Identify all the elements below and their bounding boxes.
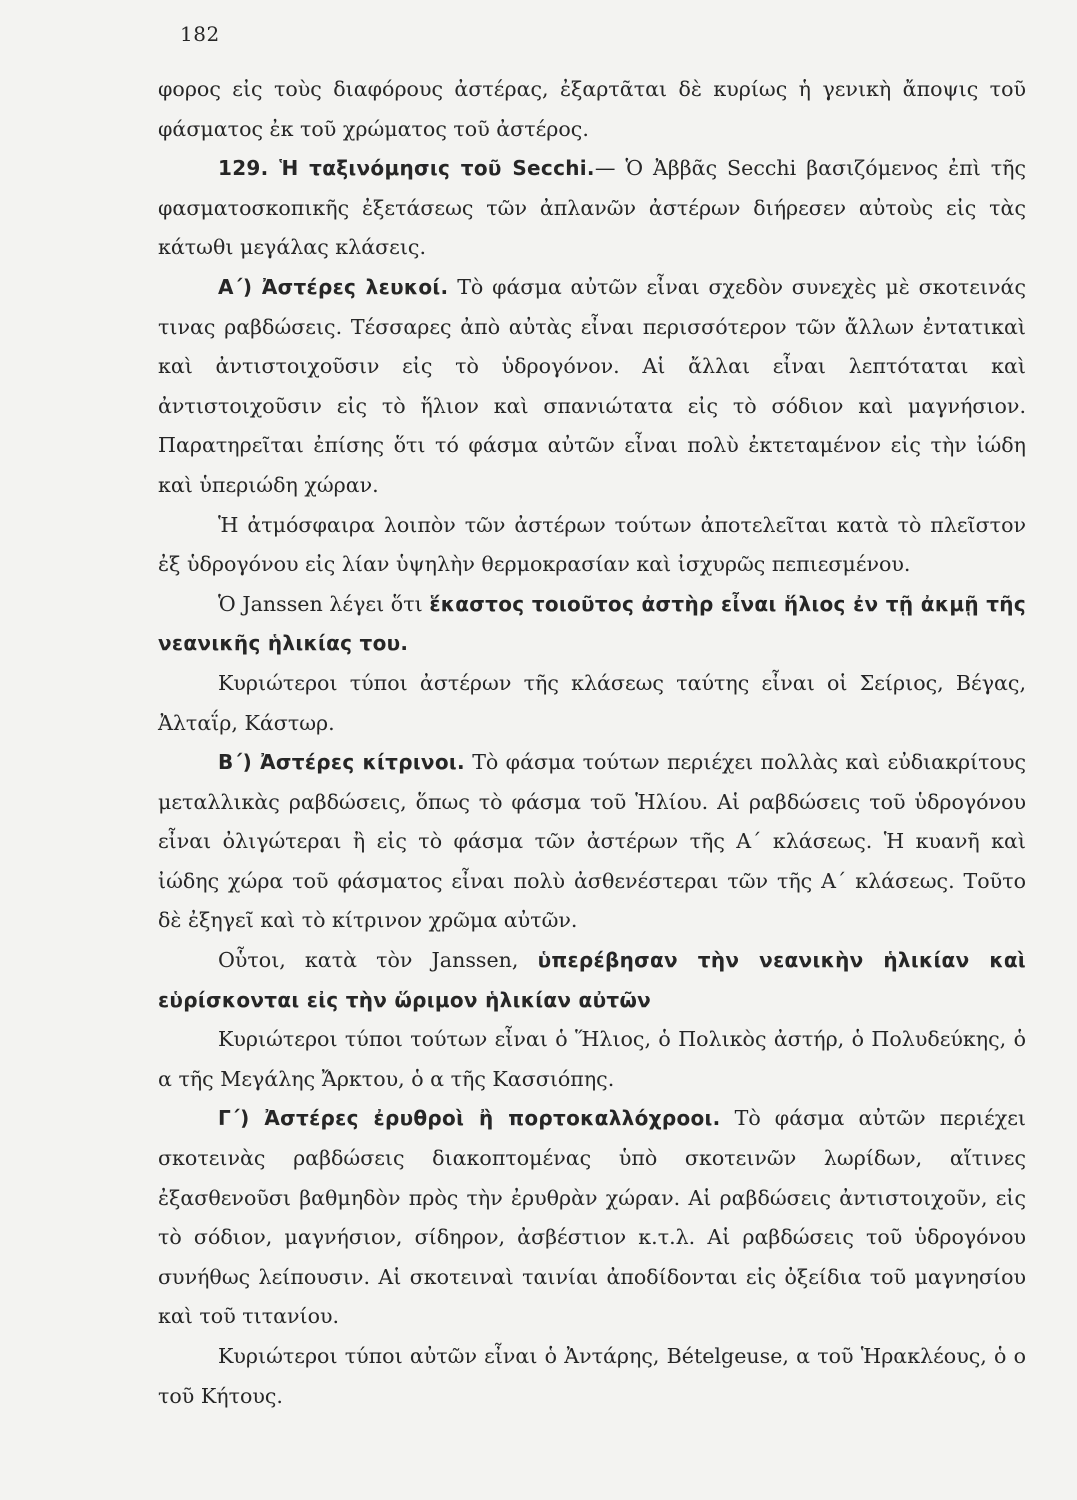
- class-b-janssen-text: Οὗτοι, κατὰ τὸν Janssen,: [218, 948, 538, 973]
- paragraph-continuation: φορος εἰς τοὺς διαφόρους ἀστέρας, ἐξαρτᾶται δὲ κυρίως ἡ γενικὴ ἄποψις τοῦ φάσματος ἐκ τοῦ χρώματος τοῦ ἀστέρος.: [158, 77, 1026, 141]
- page-number: 182: [180, 22, 220, 46]
- class-b-heading: Β΄) Ἀστέρες κίτρινοι.: [218, 750, 465, 775]
- class-c-heading: Γ΄) Ἀστέρες ἐρυθροὶ ἢ πορτοκαλλόχροοι.: [218, 1106, 721, 1131]
- class-a-text: Τὸ φάσμα αὐτῶν εἶναι σχεδὸν συνεχὲς μὲ σκοτεινάς τινας ραβδώσεις. Τέσσαρες ἀπὸ αὐτὰς εἶναι περισσότερον τῶν ἄλλων ἐντατικαὶ καὶ ἀντιστοιχοῦσιν εἰς τὸ ὑδρογόνον. Αἱ ἄλλαι εἶναι λεπτόταται καὶ ἀντιστοιχοῦσιν εἰς τὸ ἥλιον καὶ σπανιώτατα εἰς τὸ σόδιον καὶ μαγνήσιον. Παρατηρεῖται ἐπίσης ὅτι τό φάσμα αὐτῶν εἶναι πολὺ ἐκτεταμένον εἰς τὴν ἰώδη καὶ ὑπεριώδη χώραν.: [158, 274, 1026, 497]
- class-b-paragraph: [158, 743, 1026, 941]
- class-a-janssen: [158, 585, 1026, 664]
- section-129-heading: 129. Ἡ ταξινόμησις τοῦ Secchi.: [218, 156, 595, 181]
- body-text: [158, 70, 1026, 1416]
- class-a-janssen-bold: ἕκαστος τοιοῦτος ἀστὴρ εἶναι ἥλιος ἐν τῇ ἀκμῇ τῆς νεανικῆς ἡλικίας του.: [158, 591, 1027, 656]
- class-c-paragraph: [158, 1099, 1026, 1337]
- class-a-atmosphere: Ἡ ἀτμόσφαιρα λοιπὸν τῶν ἀστέρων τούτων ἀποτελεῖται κατὰ τὸ πλεῖστον ἐξ ὑδρογόνου εἰς λίαν ὑψηλὴν θερμοκρασίαν καὶ ἰσχυρῶς πεπιεσμένου.: [158, 512, 1026, 577]
- class-b-janssen-bold: ὑπερέβησαν τὴν νεανικὴν ἡλικίαν καὶ εὑρίσκονται εἰς τὴν ὥριμον ἡλικίαν αὐτῶν: [158, 948, 1026, 1012]
- class-b-text: Τὸ φάσμα τούτων περιέχει πολλὰς καὶ εὐδιακρίτους μεταλλικὰς ραβδώσεις, ὅπως τὸ φάσμα τοῦ Ἡλίου. Αἱ ραβδώσεις τοῦ ὑδρογόνου εἶναι ὀλιγώτεραι ἢ εἰς τὸ φάσμα τῶν ἀστέρων τῆς Α΄ κλάσεως. Ἡ κυανῆ καὶ ἰώδης χώρα τοῦ φάσματος εἶναι πολὺ ἀσθενέστεραι τῶν τῆς Α΄ κλάσεως. Τοῦτο δὲ ἐξηγεῖ καὶ τὸ κίτρινον χρῶμα αὐτῶν.: [158, 750, 1026, 933]
- class-a-heading: Α΄) Ἀστέρες λευκοί.: [218, 274, 449, 299]
- class-a-types: Κυριώτεροι τύποι ἀστέρων τῆς κλάσεως ταύτης εἶναι οἱ Σείριος, Βέγας, Ἀλταΐρ, Κάστωρ.: [158, 670, 1026, 735]
- class-c-types: Κυριώτεροι τύποι αὐτῶν εἶναι ὁ Ἀντάρης, Bételgeuse, α τοῦ Ἡρακλέους, ὁ ο τοῦ Κήτους.: [158, 1344, 1026, 1408]
- class-b-types: Κυριώτεροι τύποι τούτων εἶναι ὁ Ἥλιος, ὁ Πολικὸς ἀστήρ, ὁ Πολυδεύκης, ὁ α τῆς Μεγάλης Ἄρκτου, ὁ α τῆς Κασσιόπης.: [158, 1027, 1026, 1091]
- class-a-paragraph: [158, 268, 1026, 506]
- class-b-janssen: [158, 941, 1026, 1020]
- class-a-janssen-text: Ὁ Janssen λέγει ὅτι: [218, 591, 430, 616]
- class-c-text: Τὸ φάσμα αὐτῶν περιέχει σκοτεινὰς ραβδώσεις διακοπτομένας ὑπὸ σκοτεινῶν λωρίδων, αἵτινες ἐξασθενοῦσι βαθμηδὸν πρὸς τὴν ἐρυθρὰν χώραν. Αἱ ραβδώσεις ἀντιστοιχοῦν, εἰς τὸ σόδιον, μαγνήσιον, σίδηρον, ἀσβέστιον κ.τ.λ. Αἱ ραβδώσεις τοῦ ὑδρογόνου συνήθως λείπουσιν. Αἱ σκοτειναὶ ταινίαι ἀποδίδονται εἰς ὀξείδια τοῦ μαγνησίου καὶ τοῦ τιτανίου.: [158, 1106, 1026, 1329]
- section-129-text: — Ὁ Ἀββᾶς Secchi βασιζόμενος ἐπὶ τῆς φασματοσκοπικῆς ἐξετάσεως τῶν ἀπλανῶν ἀστέρων διήρεσεν αὐτοὺς εἰς τὰς κάτωθι μεγάλας κλάσεις.: [158, 156, 1027, 260]
- section-129: [158, 149, 1026, 268]
